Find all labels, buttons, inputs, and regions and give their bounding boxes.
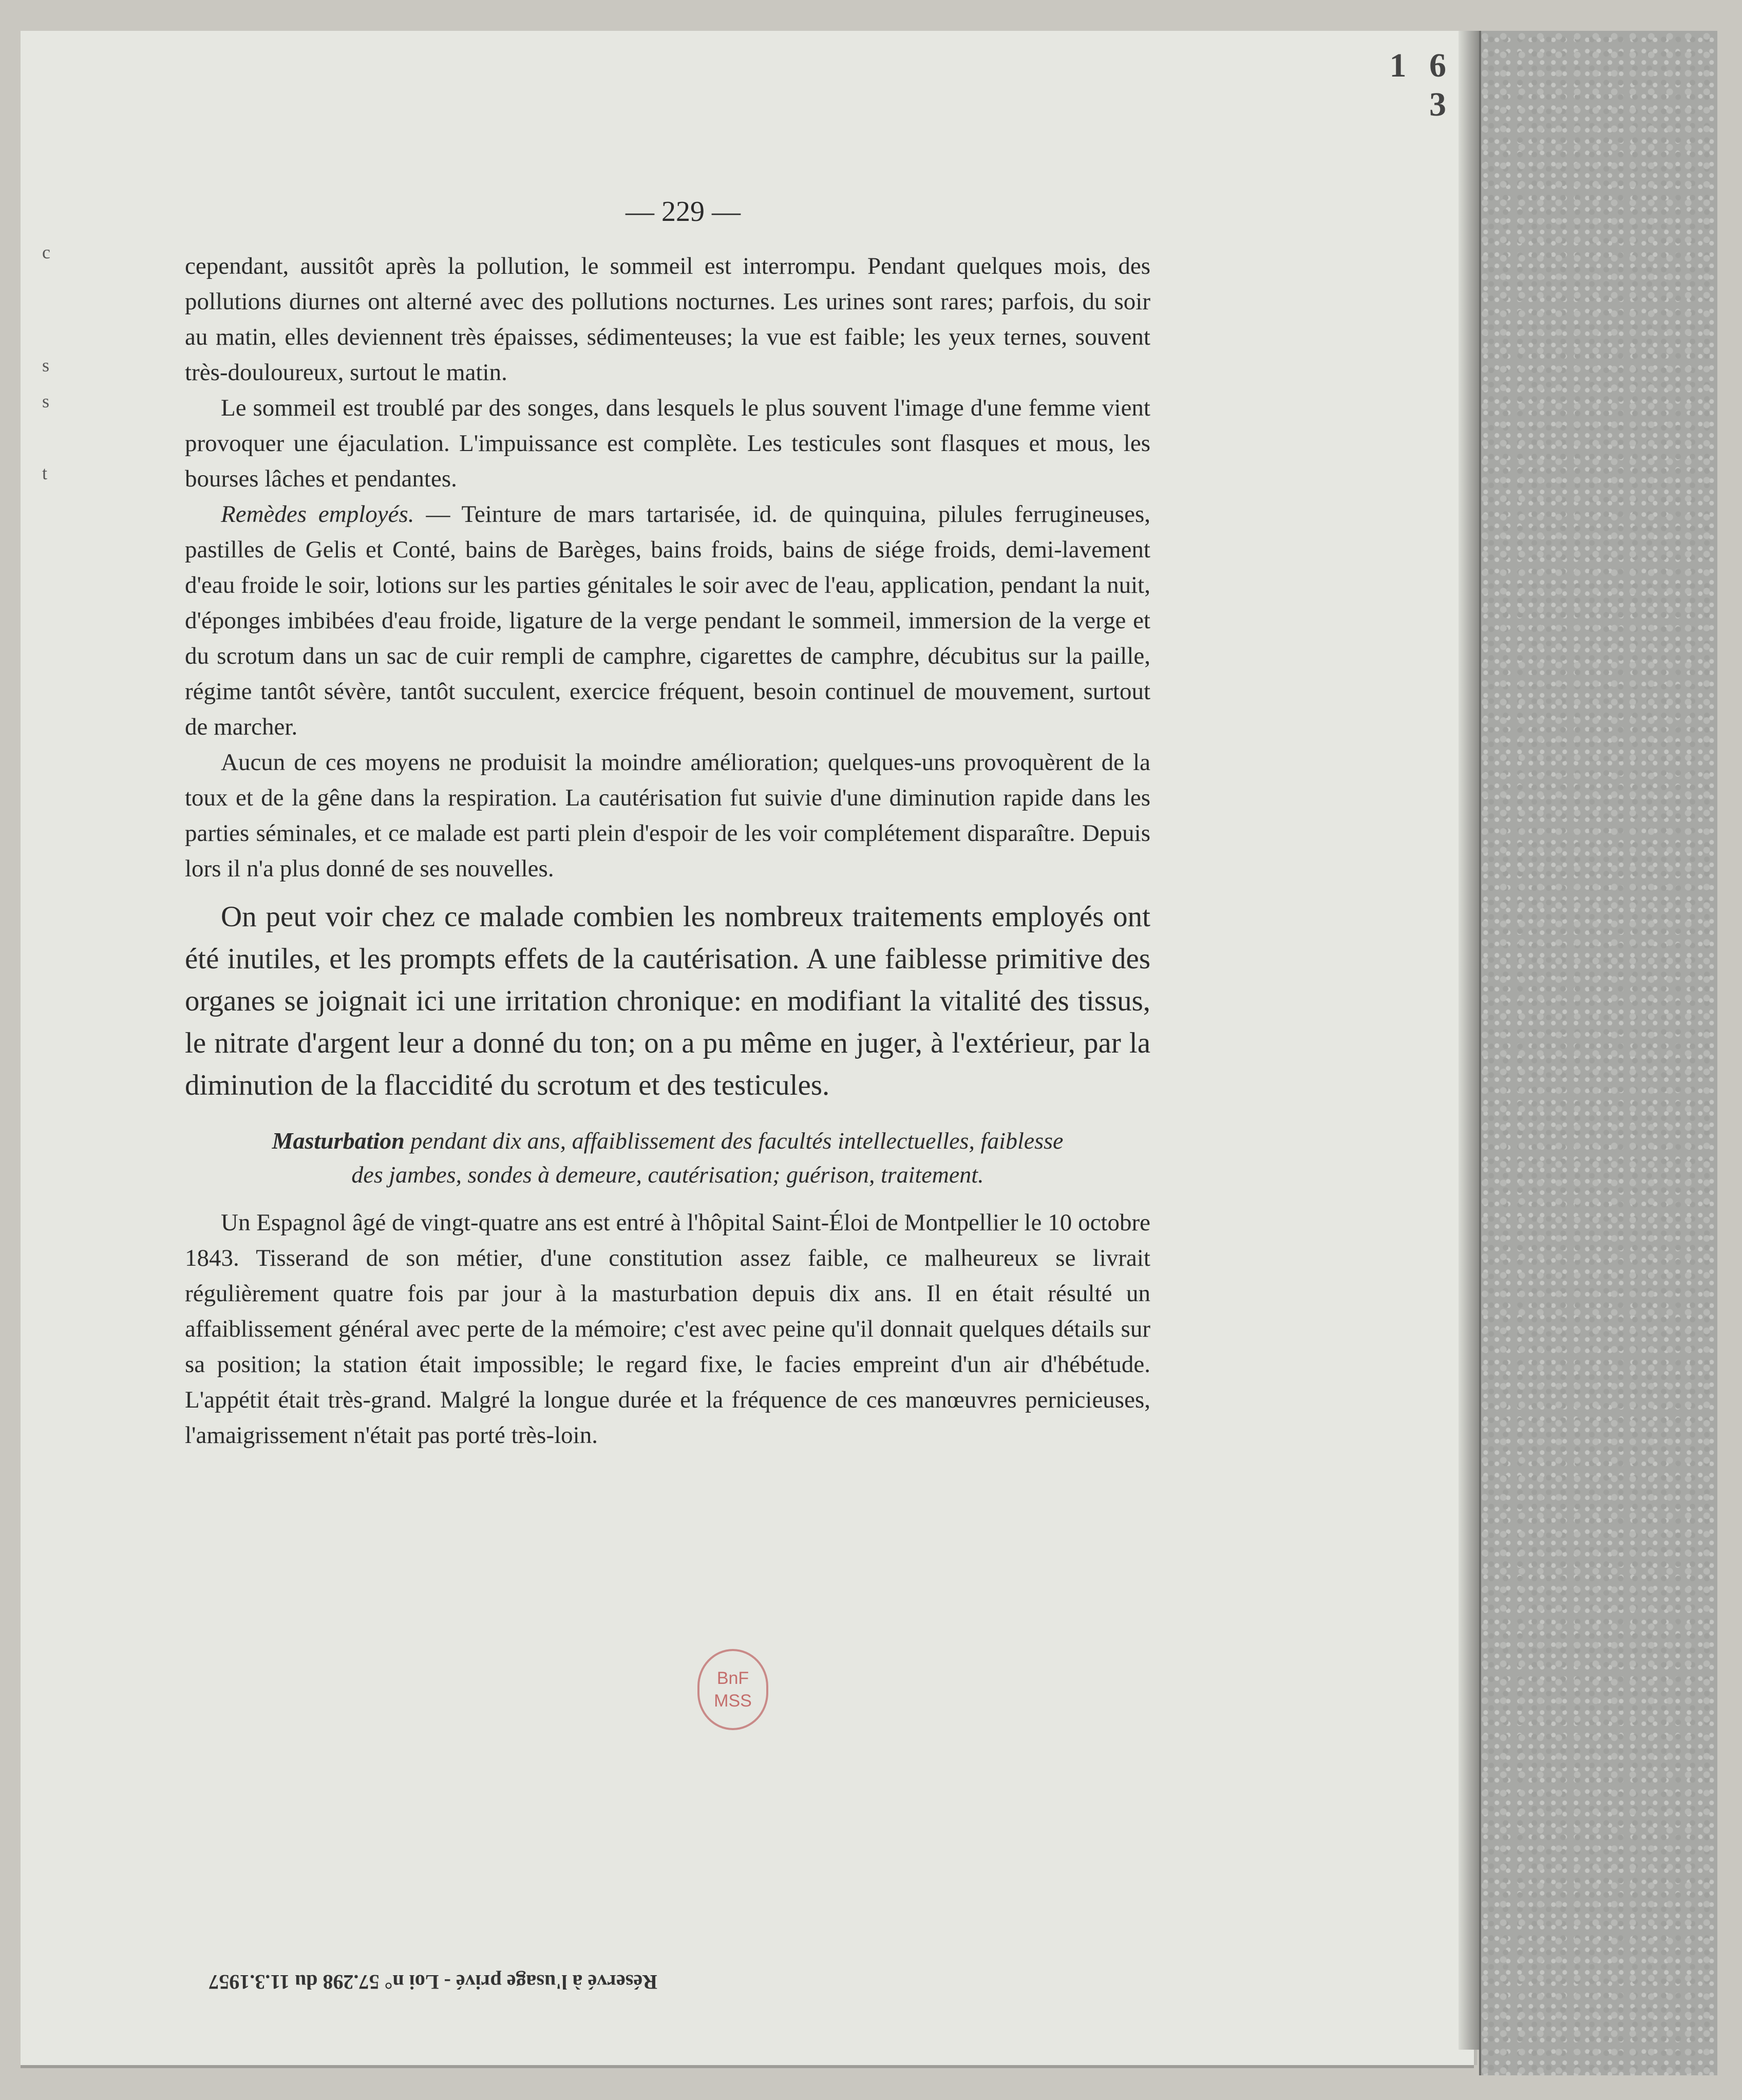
margin-mark: c bbox=[42, 242, 50, 262]
folio-number: 1 6 3 bbox=[1389, 47, 1453, 123]
paragraph-result: Aucun de ces moyens ne produisit la moindre amélioration; quelques-uns provoquèrent de la toux et de la gêne dans la respiration. La cautérisation fut suivie d'une diminution rapide dans les parties séminales, et ce malade est parti plein d'espoir de les voir complétement disparaître. Depuis lors il n'a plus donné de ses nouvelles. bbox=[185, 749, 1150, 882]
remedies-label: Remèdes employés. bbox=[221, 501, 414, 528]
stamp-line-2: MSS bbox=[714, 1691, 752, 1711]
page-edge-shadow bbox=[1459, 31, 1479, 2050]
stamp-line-1: BnF bbox=[716, 1668, 749, 1688]
page-number: — 229 — bbox=[626, 196, 741, 228]
usage-notice: Réservé à l'usage privé - Loi n° 57.298 du 11.3.1957 bbox=[209, 1971, 657, 1994]
case-heading-lead: Masturbation bbox=[272, 1128, 405, 1154]
remedies-text: — Teinture de mars tartarisée, id. de quinquina, pilules ferrugineuses, pastilles de Gelis et Conté, bains de Barèges, bains froids, bains de siége froids, demi-lavement d'eau froide le soir, lotions sur les parties génitales le soir avec de l'eau, application, pendant la nuit, d'éponges imbibées d'eau froide, ligature de la verge pendant le sommeil, immersion de la verge et du scrotum dans un sac de cuir rempli de camphre, cigarettes de camphre, décubitus sur la paille, régime tantôt sévère, tantôt succulent, exercice fréquent, besoin continuel de mouvement, surtout de marcher. bbox=[185, 501, 1150, 740]
binding-strip bbox=[1479, 31, 1717, 2075]
printed-text-block bbox=[185, 195, 1150, 1453]
margin-mark: t bbox=[42, 463, 48, 483]
margin-mark: s bbox=[42, 391, 50, 411]
paragraph-dreams: Le sommeil est troublé par des songes, dans lesquels le plus souvent l'image d'une femme vient provoquer une éjaculation. L'impuissance est complète. Les testicules sont flasques et mous, les bourses lâches et pendantes. bbox=[185, 395, 1150, 492]
paragraph-commentary: On peut voir chez ce malade combien les nombreux traitements employés ont été inutiles, et les prompts effets de la cautérisation. A une faiblesse primitive des organes se joignait ici une irritation chronique: en modifiant la vitalité des tissus, le nitrate d'argent leur a donné du ton; on a pu même en juger, à l'extérieur, par la diminution de la flaccidité du scrotum et des testicules. bbox=[185, 901, 1150, 1101]
case-heading bbox=[185, 1124, 1150, 1192]
case-heading-rest: pendant dix ans, affaiblissement des facultés intellectuelles, faiblesse bbox=[404, 1128, 1064, 1154]
paragraph-continuation: cependant, aussitôt après la pollution, le sommeil est interrompu. Pendant quelques mois, des pollutions diurnes ont alterné avec des pollutions nocturnes. Les urines sont rares; parfois, du soir au matin, elles deviennent très épaisses, sédimenteuses; la vue est faible; les yeux ternes, souvent très-douloureux, surtout le matin. bbox=[185, 253, 1150, 386]
paragraph-remedies bbox=[185, 497, 1150, 745]
bnf-mss-stamp bbox=[697, 1649, 768, 1730]
case-heading-line2: des jambes, sondes à demeure, cautérisation; guérison, traitement. bbox=[351, 1161, 984, 1188]
margin-mark: s bbox=[42, 355, 50, 376]
paragraph-case: Un Espagnol âgé de vingt-quatre ans est entré à l'hôpital Saint-Éloi de Montpellier le 10 octobre 1843. Tisserand de son métier, d'une constitution assez faible, ce malheureux se livrait régulièrement quatre fois par jour à la masturbation depuis dix ans. Il en était résulté un affaiblissement général avec perte de la mémoire; c'est avec peine qu'il donnait quelques détails sur sa position; la station était impossible; le regard fixe, le facies empreint d'un air d'hébétude. L'appétit était très-grand. Malgré la longue durée et la fréquence de ces manœuvres pernicieuses, l'amaigrissement n'était pas porté très-loin. bbox=[185, 1209, 1150, 1449]
